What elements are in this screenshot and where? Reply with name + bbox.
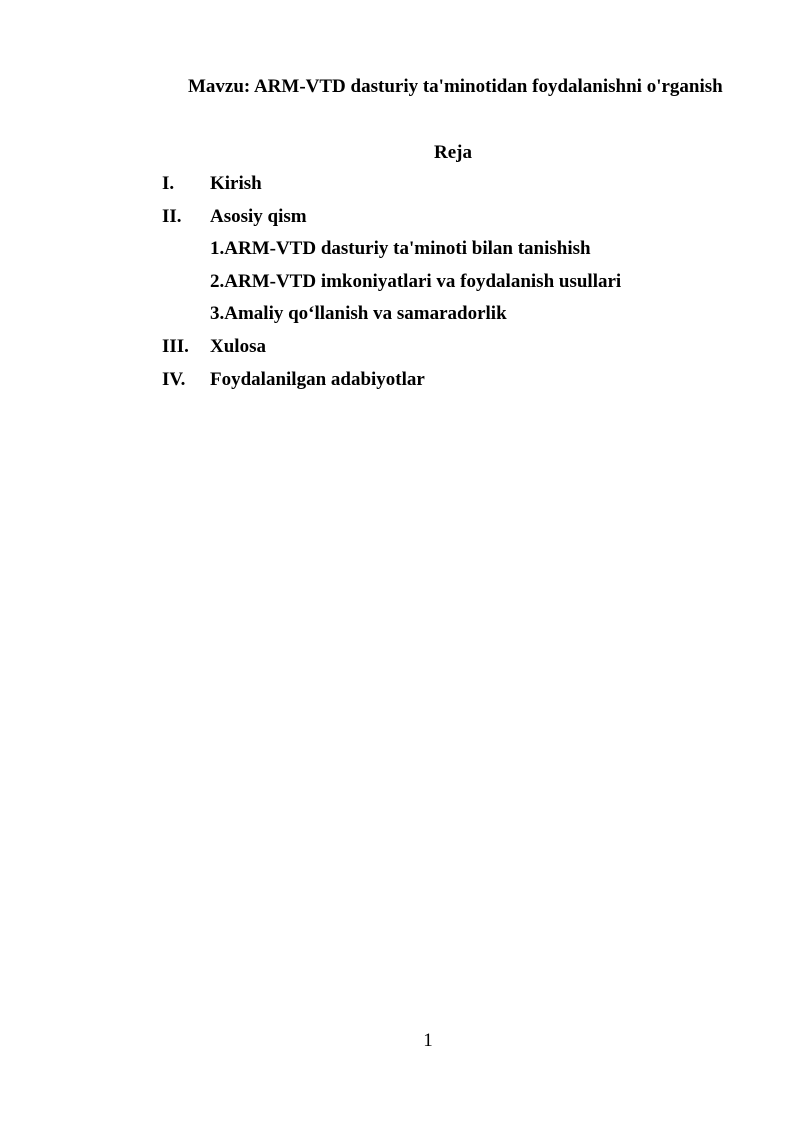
plan-subitem-text: 1.ARM-VTD dasturiy ta'minoti bilan tanishish [210, 238, 591, 260]
plan-subitem-2 [162, 271, 722, 304]
plan-item-text: Foydalanilgan adabiyotlar [210, 368, 425, 390]
document-topic: Mavzu: ARM-VTD dasturiy ta'minotidan foydalanishni o'rganish [188, 76, 723, 97]
plan-item-numeral: II. [162, 205, 182, 227]
plan-item-references [162, 369, 722, 402]
plan-item-main-part [162, 206, 722, 239]
plan-subitem-1 [162, 238, 722, 271]
plan-subitem-text: 3.Amaliy qo‘llanish va samaradorlik [210, 303, 507, 325]
plan-item-conclusion [162, 336, 722, 369]
plan-item-text: Asosiy qism [210, 205, 307, 227]
plan-subitem-text: 2.ARM-VTD imkoniyatlari va foydalanish usullari [210, 270, 622, 292]
plan-heading: Reja [434, 142, 472, 163]
plan-item-numeral: I. [162, 173, 175, 194]
plan-item-text: Kirish [210, 173, 262, 194]
plan-item-numeral: III. [162, 335, 189, 357]
plan-subitem-3 [162, 303, 722, 336]
page-number: 1 [423, 1030, 433, 1051]
plan-item-introduction [162, 173, 722, 206]
plan-list [162, 173, 722, 401]
plan-item-text: Xulosa [210, 335, 266, 357]
plan-item-numeral: IV. [162, 368, 186, 390]
